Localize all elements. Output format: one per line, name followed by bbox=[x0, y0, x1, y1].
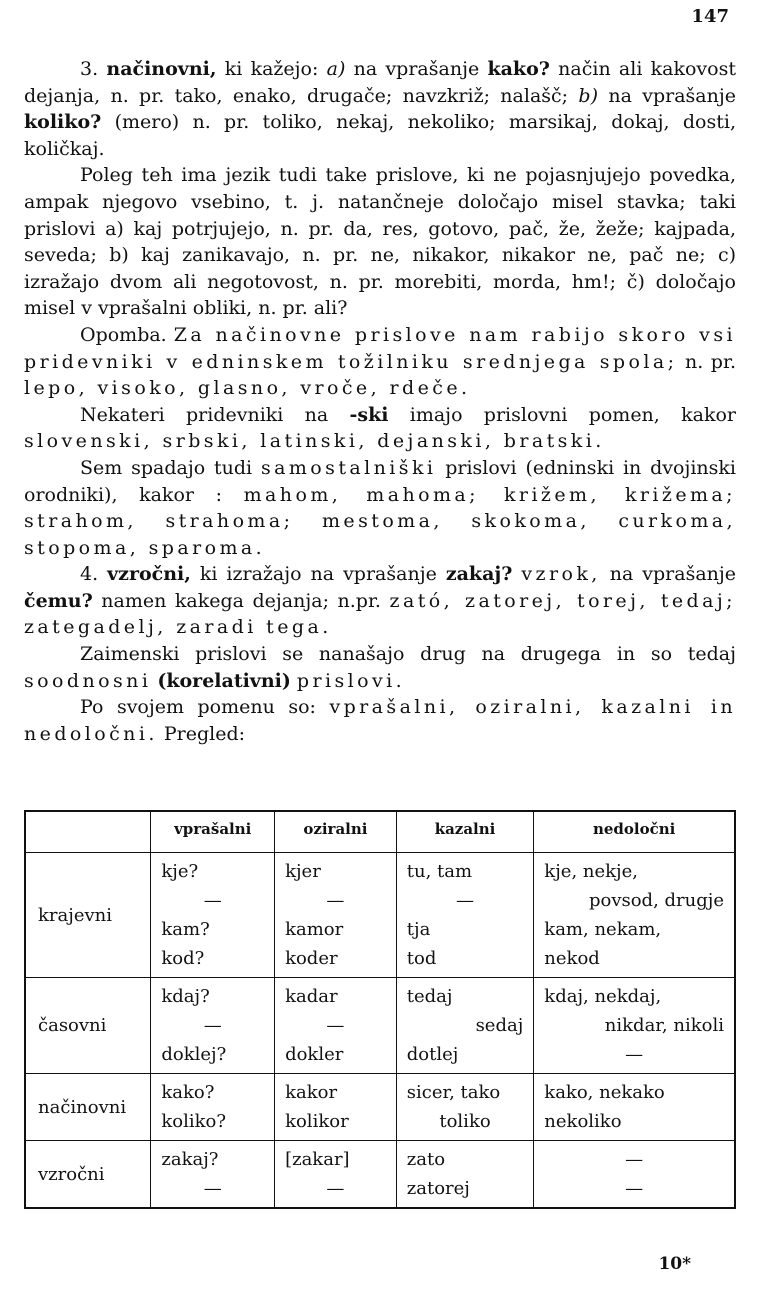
text-run: imajo prislovni pomen, kakor bbox=[409, 403, 736, 426]
dash: — bbox=[203, 890, 222, 911]
text-spaced: lepo, visoko, glasno, vroče, rdeče. bbox=[24, 377, 471, 400]
cell-line: povsod, drugje bbox=[588, 890, 724, 911]
text-run: Nekateri pridevniki na bbox=[80, 403, 329, 426]
table-header-row bbox=[25, 811, 735, 853]
dash: — bbox=[326, 1015, 345, 1036]
cell-line: koliko? bbox=[161, 1111, 227, 1132]
term-bold: vzročni, bbox=[107, 563, 191, 586]
dash: — bbox=[326, 1178, 345, 1199]
table-cell bbox=[396, 978, 534, 1074]
cell-line: kjer bbox=[285, 861, 321, 882]
table-cell bbox=[151, 1141, 275, 1209]
term-bold: -ski bbox=[349, 403, 389, 426]
signature-mark: 10* bbox=[658, 1254, 691, 1274]
cell-line: nekoliko bbox=[544, 1111, 622, 1132]
paragraph-vzrocni bbox=[24, 561, 736, 641]
cell-line: kdaj, nekdaj, bbox=[544, 986, 662, 1007]
table-cell bbox=[534, 1074, 735, 1141]
dash: — bbox=[625, 1178, 644, 1199]
cell-line: kadar bbox=[285, 986, 338, 1007]
text-spaced: prislovi. bbox=[296, 669, 406, 692]
table-cell bbox=[275, 978, 397, 1074]
text-run: ki izražajo na vprašanje bbox=[199, 563, 437, 586]
cell-line: zato bbox=[406, 1149, 446, 1170]
cell-line: nekod bbox=[544, 948, 600, 969]
text-spaced: slovenski, srbski, latinski, dejanski, bratski. bbox=[24, 430, 605, 453]
cell-line: tja bbox=[406, 919, 431, 940]
cell-line: kje, nekje, bbox=[544, 861, 638, 882]
text-run: Po svojem pomenu so: bbox=[80, 696, 316, 719]
cell-line: kakor bbox=[285, 1082, 338, 1103]
cell-line: koder bbox=[285, 948, 338, 969]
item-number: 4. bbox=[80, 563, 99, 586]
table-cell bbox=[275, 853, 397, 978]
row-label: krajevni bbox=[25, 853, 151, 978]
table-row bbox=[25, 1141, 735, 1209]
text-run: na vprašanje bbox=[609, 563, 737, 586]
column-header: vprašalni bbox=[151, 811, 275, 853]
text-run: Sem spadajo tudi bbox=[80, 456, 253, 479]
table-cell bbox=[396, 853, 534, 978]
column-header: oziralni bbox=[275, 811, 397, 853]
text-run: namen kakega dejanja; n.pr. bbox=[101, 589, 381, 612]
table-cell bbox=[396, 1141, 534, 1209]
text-spaced: Za načinovne prislove nam rabijo skoro vsi pridevniki v edninskem tožilniku srednjega spola; bbox=[24, 323, 736, 373]
term-bold: čemu? bbox=[24, 589, 93, 612]
dash: — bbox=[625, 1044, 644, 1065]
cell-line: dotlej bbox=[406, 1044, 459, 1065]
text-spaced: zató, zatorej, torej, tedaj; zategadelj, zaradi tega. bbox=[24, 589, 737, 639]
term-bold: kako? bbox=[487, 58, 550, 80]
cell-line: kje? bbox=[161, 861, 199, 882]
term-bold: (korelativni) bbox=[157, 669, 291, 692]
term-bold: zakaj? bbox=[445, 563, 513, 586]
paragraph-ski bbox=[24, 402, 736, 455]
column-header: nedoločni bbox=[534, 811, 735, 853]
paragraph-poleg: Poleg teh ima jezik tudi take prislove, ki ne pojasnjujejo povedka, ampak njegovo vsebino, t. j. natančneje določajo misel stavka; taki prislovi a) kaj potrjujejo, n. pr. da, res, gotovo, pač, že, žeže; kajpada, seveda; b) kaj zanikavajo, n. pr. ne, nikakor, nikakor ne, pač ne; c) izražajo dvom ali negotovost, n. pr. morebiti, morda, hm!; č) določajo misel v vprašalni obliki, n. pr. ali? bbox=[24, 164, 736, 320]
table-cell bbox=[534, 853, 735, 978]
table-row bbox=[25, 978, 735, 1074]
table-row bbox=[25, 853, 735, 978]
cell-line: toliko bbox=[439, 1111, 491, 1132]
text-spaced: vzrok, bbox=[521, 563, 601, 586]
dash: — bbox=[456, 890, 475, 911]
dash: — bbox=[625, 1149, 644, 1170]
cell-line: tu, tam bbox=[406, 861, 473, 882]
cell-line: [zakar] bbox=[285, 1149, 350, 1170]
enum-marker: a) bbox=[326, 58, 346, 80]
dash: — bbox=[326, 890, 345, 911]
text-run: (mero) n. pr. toliko, nekaj, nekoliko; marsikaj, dokaj, dosti, količkaj. bbox=[24, 111, 736, 160]
cell-line: tod bbox=[406, 948, 437, 969]
table-cell bbox=[396, 1074, 534, 1141]
cell-line: tedaj bbox=[406, 986, 453, 1007]
text-spaced: vprašalni, oziralni, kazalni in nedoločni. bbox=[24, 696, 736, 745]
cell-line: kod? bbox=[161, 948, 205, 969]
adverb-overview-table bbox=[24, 810, 736, 1209]
text-run: prislovi (edninski in dvojinski orodniki), kakor : bbox=[24, 456, 736, 506]
row-label: vzročni bbox=[25, 1141, 151, 1209]
table-cell bbox=[275, 1141, 397, 1209]
cell-line: kam, nekam, bbox=[544, 919, 662, 940]
cell-line: kako, nekako bbox=[544, 1082, 665, 1103]
text-run: n. pr. bbox=[684, 350, 736, 373]
table-cell bbox=[275, 1074, 397, 1141]
paragraph-pregled bbox=[24, 694, 736, 747]
cell-line: kam? bbox=[161, 919, 210, 940]
note-label: Opomba. bbox=[80, 323, 167, 346]
dash: — bbox=[203, 1015, 222, 1036]
paragraph-opomba bbox=[24, 322, 736, 402]
column-header: kazalni bbox=[396, 811, 534, 853]
table-cell bbox=[534, 1141, 735, 1209]
text-run: Zaimenski prislovi se nanašajo drug na drugega in so tedaj bbox=[80, 643, 736, 666]
enum-marker: b) bbox=[578, 84, 598, 107]
row-label: časovni bbox=[25, 978, 151, 1074]
corner-cell bbox=[25, 811, 151, 853]
cell-line: zakaj? bbox=[161, 1149, 219, 1170]
table-cell bbox=[151, 853, 275, 978]
text-run: na vprašanje bbox=[608, 84, 736, 107]
cell-line: kako? bbox=[161, 1082, 215, 1103]
cell-line: kdaj? bbox=[161, 986, 210, 1007]
item-number: 3. bbox=[80, 58, 99, 80]
row-label: načinovni bbox=[25, 1074, 151, 1141]
cell-line: sicer, tako bbox=[406, 1082, 501, 1103]
text-run: na vprašanje bbox=[353, 58, 480, 80]
cell-line: sedaj bbox=[475, 1015, 524, 1036]
cell-line: nikdar, nikoli bbox=[604, 1015, 724, 1036]
table-cell bbox=[151, 978, 275, 1074]
cell-line: dokler bbox=[285, 1044, 344, 1065]
cell-line: kamor bbox=[285, 919, 344, 940]
text-spaced: soodnosni bbox=[24, 669, 152, 692]
paragraph-zaimenski bbox=[24, 641, 736, 694]
text-run: način ali kakovost dejanja, n. pr. tako, enako, drugače; navzkriž; nalašč; bbox=[24, 58, 736, 107]
paragraph-samostalniski bbox=[24, 455, 736, 561]
cell-line: doklej? bbox=[161, 1044, 227, 1065]
table-cell bbox=[151, 1074, 275, 1141]
table-cell bbox=[534, 978, 735, 1074]
dash: — bbox=[203, 1178, 222, 1199]
body-text bbox=[24, 56, 736, 747]
paragraph-nacinovni bbox=[24, 56, 736, 162]
text-run: ki kažejo: bbox=[224, 58, 319, 80]
table-row bbox=[25, 1074, 735, 1141]
term-bold: načinovni, bbox=[106, 58, 217, 80]
term-bold: koliko? bbox=[24, 111, 102, 134]
page-number: 147 bbox=[691, 6, 729, 27]
cell-line: zatorej bbox=[406, 1178, 470, 1199]
cell-line: kolikor bbox=[285, 1111, 349, 1132]
text-spaced: mahom, mahoma; križem, križema; strahom, strahoma; mestoma, skokoma, curkoma, stopoma, sparoma. bbox=[24, 483, 736, 559]
text-spaced: samostalniški bbox=[260, 456, 437, 479]
text-run: Pregled: bbox=[163, 722, 246, 745]
